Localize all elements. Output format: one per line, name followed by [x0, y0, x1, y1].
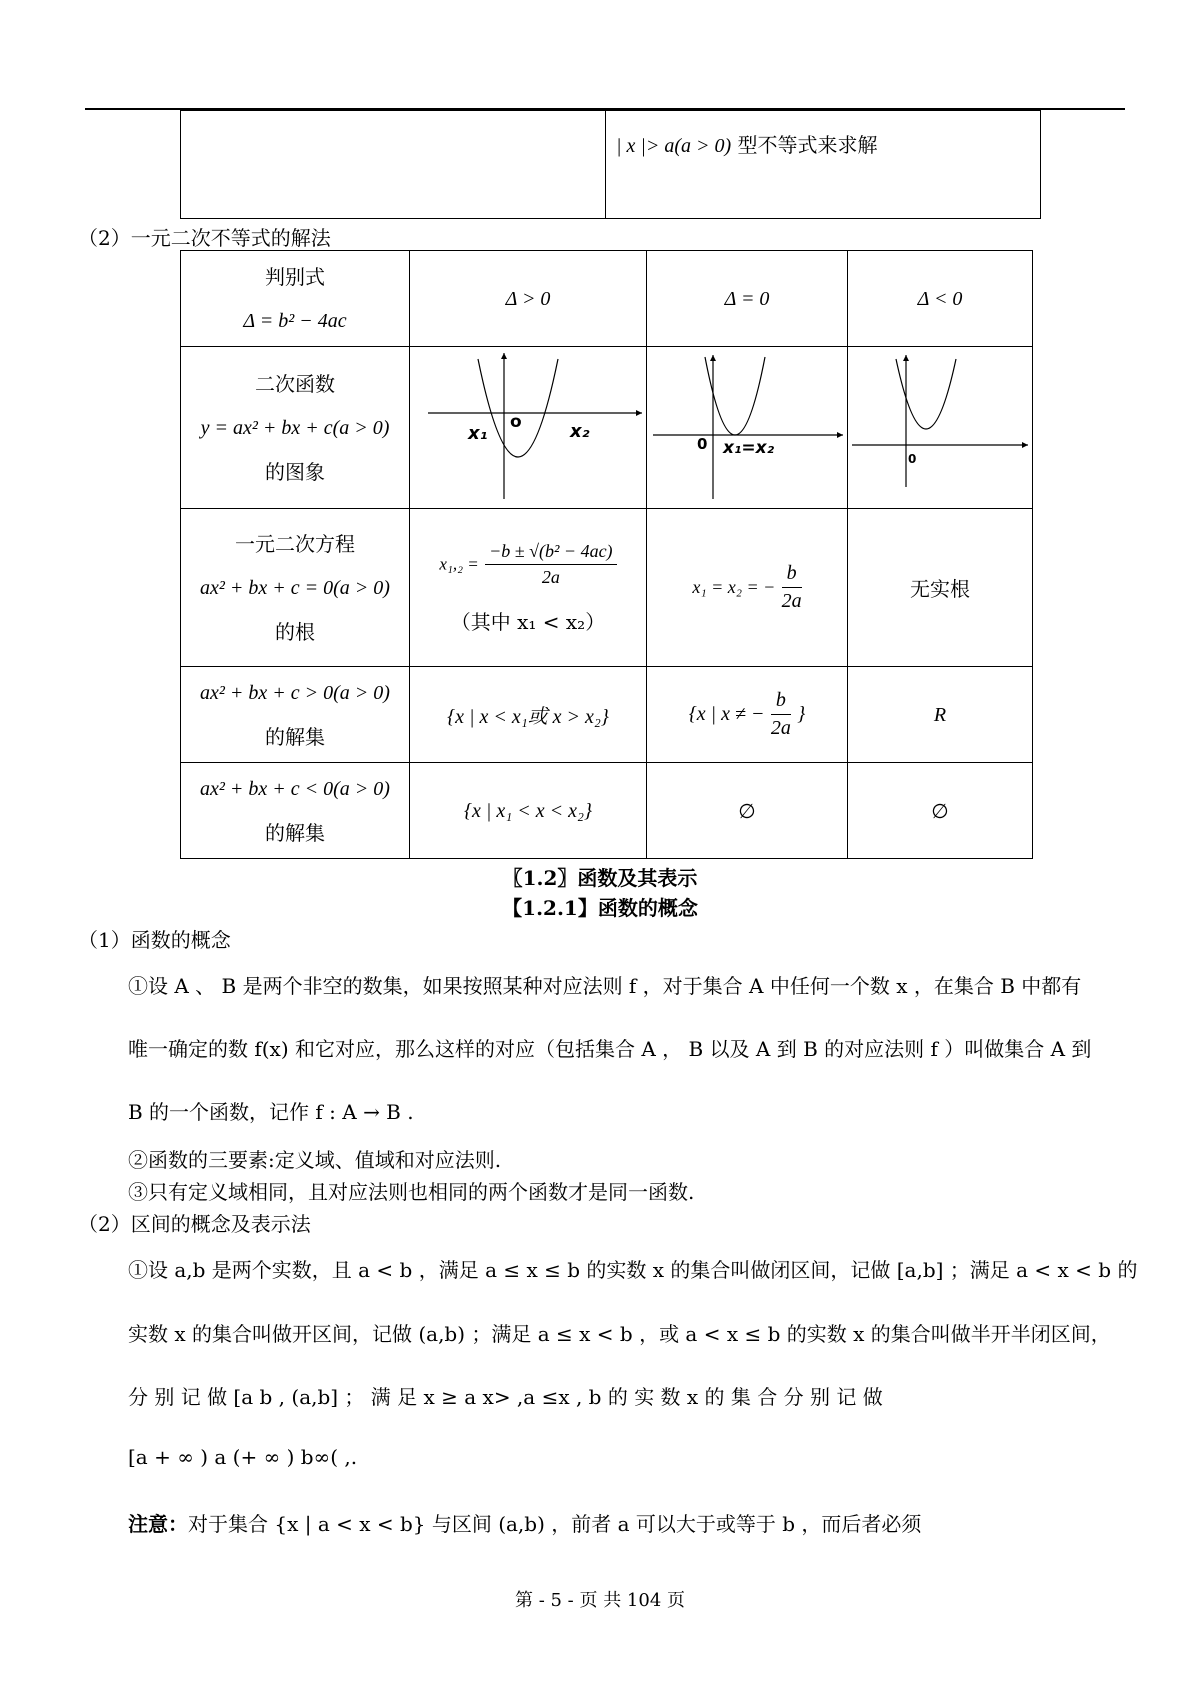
gt-cell-2: [647, 667, 848, 763]
root-formula-note: （其中 x₁ < x₂）: [450, 609, 606, 634]
g3-parabola: [896, 359, 956, 429]
lt-label-line1: ax² + bx + c < 0(a > 0): [200, 777, 390, 800]
gt-label-line2: 的解集: [265, 724, 325, 749]
lt-cell-3: [848, 763, 1033, 859]
g3-y-arrow-icon: [903, 355, 909, 361]
hdr-col1: [410, 251, 647, 347]
root-cell-1: [410, 509, 647, 667]
no-real-root-text: 无实根: [910, 577, 970, 601]
g2-x-arrow-icon: [837, 432, 843, 438]
root-formula-numerator: −b ± √(b² − 4ac): [485, 541, 616, 565]
root-label-line3: 的根: [275, 619, 315, 644]
g1-y-arrow-icon: [501, 353, 507, 359]
hdr-label-line2: Δ = b² − 4ac: [243, 309, 347, 332]
abs-inequality-math: | x |> a(a > 0): [616, 135, 732, 157]
lt-solution-1: {x | x₁ < x < x₂}: [464, 800, 592, 822]
top-table-right-cell: [606, 111, 1041, 219]
g2-parabola: [705, 357, 765, 435]
parabola-two-roots-graph: [410, 347, 646, 503]
gt-label-line1: ax² + bx + c > 0(a > 0): [200, 681, 390, 704]
gt-label-cell: [181, 667, 410, 763]
hdr-col1-text: Δ > 0: [505, 288, 551, 310]
graph-label-cell: [181, 347, 410, 509]
interval-def-line2: 实数 x 的集合叫做开区间，记做 (a,b) ；满足 a ≤ x < b ，或 a < x ≤ b 的实数 x 的集合叫做半开半闭区间，: [128, 1322, 1111, 1346]
top-table-left-cell: [181, 111, 606, 219]
gt-solution-1: {x | x < x₁或 x > x₂}: [447, 706, 609, 728]
double-root-lhs: x₁ = x₂ = −: [692, 577, 776, 597]
g2-y-arrow-icon: [710, 355, 716, 361]
lt-label-cell: [181, 763, 410, 859]
note-paragraph: [128, 1508, 921, 1537]
gt-cell-1: [410, 667, 647, 763]
g1-x2-label: x₂: [570, 421, 590, 442]
lt-solution-2: ∅: [738, 798, 756, 823]
root-formula-fraction: [485, 541, 616, 588]
root-label-line1: 一元二次方程: [235, 531, 355, 556]
hdr-col3-text: Δ < 0: [917, 288, 963, 310]
gt-solution-2-rhs: }: [797, 703, 806, 725]
interval-def-line4: [a + ∞ ) a (+ ∞ ) b∞( ,.: [128, 1445, 358, 1469]
gt-cell-3: [848, 667, 1033, 763]
gt-solution-2-lhs: {x | x ≠ −: [688, 703, 765, 725]
section-title-1-2-1: 【1.2.1】函数的概念: [502, 896, 698, 920]
graph-cell-3: [848, 347, 1033, 509]
interval-def-line1: ①设 a,b 是两个实数，且 a < b ，满足 a ≤ x ≤ b 的实数 x 的集合叫做闭区间，记做 [a,b] ；满足 a < x < b 的: [128, 1258, 1138, 1282]
graph-label-line3: 的图象: [265, 459, 325, 484]
graph-label-line2: y = ax² + bx + c(a > 0): [200, 416, 390, 439]
abs-inequality-text: 型不等式来求解: [731, 133, 878, 157]
g1-parabola: [478, 359, 558, 457]
gt-solution-2-fraction: [771, 689, 791, 740]
root-formula-denominator: 2a: [541, 566, 560, 587]
graph-cell-1: [410, 347, 647, 509]
page-footer: 第 - 5 - 页 共 104 页: [514, 1590, 686, 1611]
root-cell-2: [647, 509, 848, 667]
parabola-one-root-graph: [647, 347, 847, 503]
note-label: 注意：: [128, 1512, 188, 1536]
section2-heading: （2）一元二次不等式的解法: [78, 226, 331, 250]
note-text: 对于集合 {x | a < x < b} 与区间 (a,b) ，前者 a 可以大于或等于 b ，而后者必须: [188, 1512, 922, 1536]
root-cell-3: [848, 509, 1033, 667]
root-formula-lhs: x₁,₂ =: [439, 554, 479, 573]
graph-cell-2: [647, 347, 848, 509]
function-def-line2: 唯一确定的数 f(x) 和它对应，那么这样的对应（包括集合 A ， B 以及 A 到 B 的对应法则 f ）叫做集合 A 到: [128, 1037, 1092, 1061]
lt-cell-1: [410, 763, 647, 859]
double-root-denominator: 2a: [781, 590, 802, 612]
lt-cell-2: [647, 763, 848, 859]
g1-origin-label: o: [510, 412, 522, 432]
function-three-elements: ②函数的三要素:定义域、值域和对应法则.: [128, 1148, 502, 1172]
gt-solution-2-numerator: b: [771, 689, 791, 715]
gt-solution-2-denominator: 2a: [770, 717, 791, 739]
root-label-cell: [181, 509, 410, 667]
section-title-1-2: 〖1.2〗函数及其表示: [502, 866, 698, 890]
graph-label-line1: 二次函数: [255, 371, 335, 396]
function-def-line3: B 的一个函数，记作 f : A → B .: [128, 1100, 414, 1124]
hdr-col2-text: Δ = 0: [724, 288, 770, 310]
parabola-no-root-graph: [848, 347, 1032, 503]
g2-origin-label: 0: [697, 435, 708, 453]
lt-solution-3: ∅: [931, 798, 949, 823]
function-concept-heading: （1）函数的概念: [78, 928, 231, 952]
hdr-label-cell: [181, 251, 410, 347]
lt-label-line2: 的解集: [265, 820, 325, 845]
hdr-label-line1: 判别式: [265, 264, 325, 289]
function-def-line1: ①设 A 、 B 是两个非空的数集，如果按照某种对应法则 f ，对于集合 A 中任何一个数 x ，在集合 B 中都有: [128, 974, 1082, 998]
interval-heading: （2）区间的概念及表示法: [78, 1212, 311, 1236]
hdr-col2: [647, 251, 848, 347]
gt-solution-3: R: [933, 704, 947, 726]
g1-x1-label: x₁: [468, 423, 488, 444]
g3-x-arrow-icon: [1022, 442, 1028, 448]
function-equality: ③只有定义域相同，且对应法则也相同的两个函数才是同一函数.: [128, 1180, 695, 1204]
g2-root-label: x₁=x₂: [723, 438, 775, 458]
g1-x-arrow-icon: [636, 410, 642, 416]
quad-table: [180, 250, 1033, 859]
g3-origin-label: 0: [908, 452, 917, 466]
double-root-numerator: b: [782, 562, 802, 588]
interval-def-line3: 分 别 记 做 [a b , (a,b] ； 满 足 x ≥ a x> ,a ≤x , b 的 实 数 x 的 集 合 分 别 记 做: [128, 1385, 883, 1409]
double-root-fraction: [782, 562, 802, 613]
hdr-col3: [848, 251, 1033, 347]
root-label-line2: ax² + bx + c = 0(a > 0): [200, 576, 390, 599]
top-table: [180, 110, 1041, 219]
